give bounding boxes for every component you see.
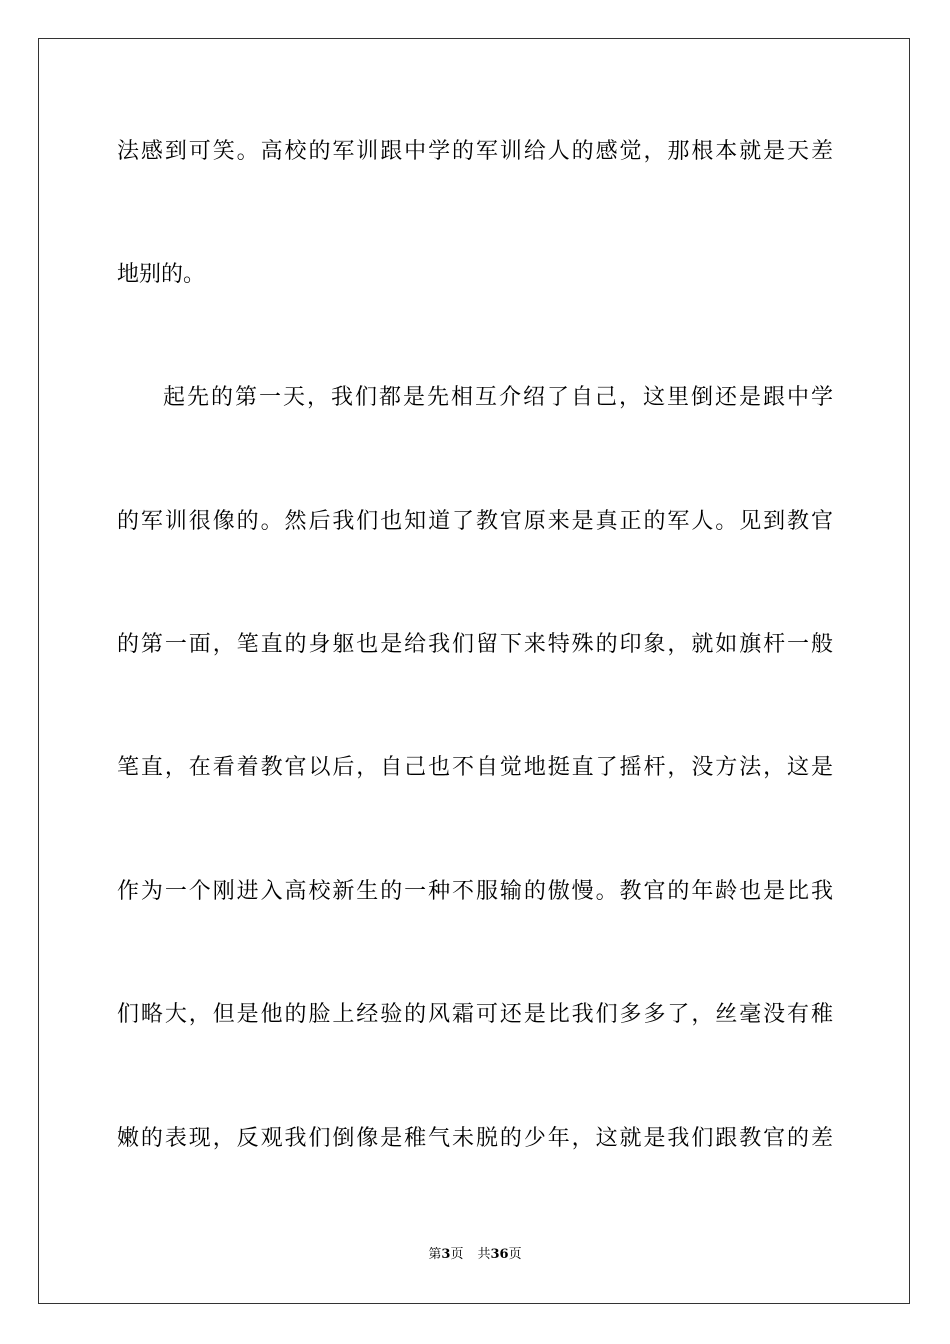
footer-page-prefix: 第	[428, 1247, 442, 1262]
page-border	[38, 38, 910, 1304]
footer-total-prefix: 共	[477, 1247, 491, 1262]
text-line-8: 们略大，但是他的脸上经验的风霜可还是比我们多多了，丝毫没有稚	[117, 1002, 833, 1027]
footer-total-pages: 36	[490, 1247, 509, 1262]
footer-total-suffix: 页	[508, 1247, 522, 1262]
text-line-4: 的军训很像的。然后我们也知道了教官原来是真正的军人。见到教官	[117, 509, 833, 534]
page-footer	[0, 1246, 950, 1264]
text-line-2: 地别的。	[117, 262, 206, 287]
text-line-1: 法感到可笑。高校的军训跟中学的军训给人的感觉，那根本就是天差	[117, 139, 833, 164]
footer-page-suffix: 页	[450, 1247, 464, 1262]
text-line-7: 作为一个刚进入高校新生的一种不服输的傲慢。教官的年龄也是比我	[117, 879, 833, 904]
footer-page-number: 3	[441, 1247, 451, 1262]
text-line-9: 嫩的表现，反观我们倒像是稚气未脱的少年，这就是我们跟教官的差	[117, 1126, 833, 1151]
text-line-3: 起先的第一天，我们都是先相互介绍了自己，这里倒还是跟中学	[163, 385, 833, 410]
text-line-5: 的第一面，笔直的身躯也是给我们留下来特殊的印象，就如旗杆一般	[117, 632, 833, 657]
text-line-6: 笔直，在看着教官以后，自己也不自觉地挺直了摇杆，没方法，这是	[117, 755, 833, 780]
